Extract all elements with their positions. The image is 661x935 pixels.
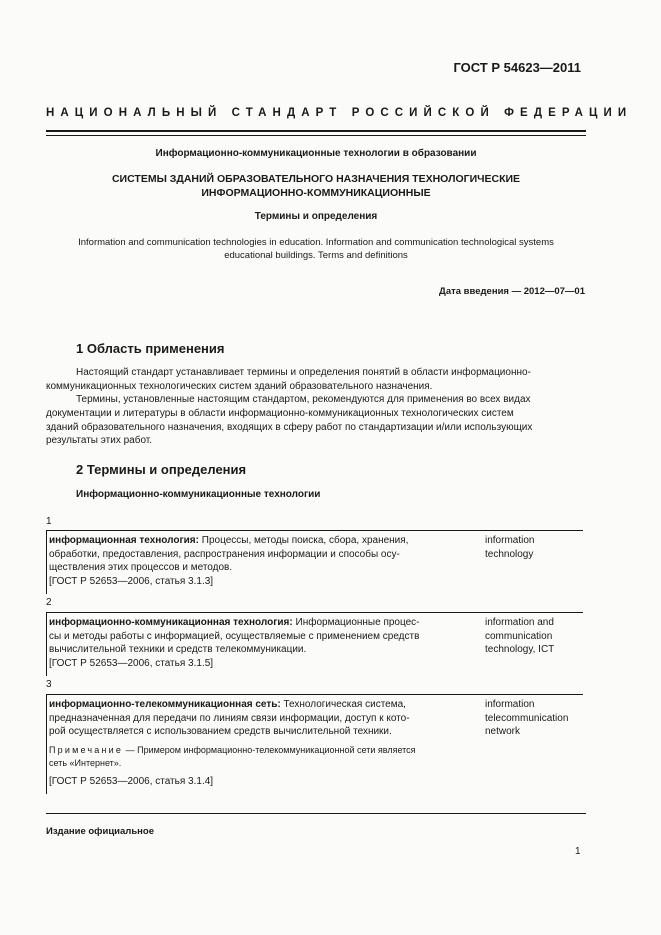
text-line: обработки, предоставления, распространения информации и способы осу- — [49, 548, 400, 560]
text-line: ществления этих процессов и методов. — [49, 562, 233, 573]
term-english — [485, 698, 585, 739]
term-number: 3 — [46, 679, 52, 690]
official-edition-label: Издание официальное — [46, 826, 154, 837]
term-number: 2 — [46, 597, 52, 608]
term-definition — [49, 698, 461, 788]
english-line: communication — [485, 630, 553, 642]
english-line: information — [485, 535, 535, 546]
main-title-line-1: СИСТЕМЫ ЗДАНИЙ ОБРАЗОВАТЕЛЬНОГО НАЗНАЧЕНИЯ ТЕХНОЛОГИЧЕСКИЕ — [111, 173, 521, 185]
term-name: информационная технология: — [49, 535, 199, 546]
text-line: Термины, установленные настоящим стандартом, рекомендуются для применения во всех видах — [76, 394, 531, 405]
english-line: technology, ICT — [485, 644, 555, 655]
english-title — [46, 236, 586, 262]
term-entry-2 — [46, 612, 583, 676]
text-line — [49, 616, 461, 630]
page-number: 1 — [575, 846, 581, 857]
text-line: рой осуществляется с использованием средств вычислительной техники. — [49, 726, 392, 737]
text-line: документации и литературы в области информационно-коммуникационных технологических систем — [46, 407, 514, 419]
term-reference: [ГОСТ Р 52653—2006, статья 3.1.5] — [49, 657, 214, 669]
text-line: зданий образовательного назначения, входящих в сферу работ по стандартизации и/или использующих — [46, 421, 533, 433]
term-english — [485, 534, 585, 561]
definition-text: Технологическая система, — [280, 699, 406, 710]
section-1-paragraph-1 — [46, 366, 583, 394]
section-2-heading: 2 Термины и определения — [76, 462, 247, 477]
header-rule-thin — [46, 135, 586, 136]
english-line: information — [485, 699, 535, 710]
note-text: — Примером информационно-телекоммуникационной сети является — [123, 744, 416, 755]
english-line: information and — [485, 617, 554, 628]
english-title-line-2: educational buildings. Terms and definitions — [224, 250, 408, 261]
english-line: network — [485, 726, 521, 737]
english-line: technology — [485, 548, 534, 560]
term-name: информационно-телекоммуникационная сеть: — [49, 699, 281, 710]
terms-title: Термины и определения — [254, 211, 378, 222]
header-rule-thick — [46, 130, 586, 132]
text-line: результаты этих работ. — [46, 435, 153, 447]
english-title-line-1: Information and communication technologies in education. Information and communication technological systems — [78, 237, 554, 248]
section-2-subheading: Информационно-коммуникационные технологии — [76, 489, 321, 500]
text-line: коммуникационных технологических систем зданий образовательного назначения. — [46, 380, 433, 392]
term-number: 1 — [46, 516, 52, 527]
english-line: telecommunication — [485, 712, 569, 724]
text-line — [49, 698, 461, 712]
standard-code: ГОСТ Р 54623—2011 — [453, 60, 581, 75]
term-note-line-2: сеть «Интернет». — [49, 757, 122, 768]
text-line: сы и методы работы с информацией, осуществляемые с применением средств — [49, 630, 420, 642]
text-line: предназначенная для передачи по линиям связи информации, доступ к кото- — [49, 712, 410, 724]
term-english — [485, 616, 585, 657]
term-entry-3 — [46, 694, 583, 794]
document-main-title — [46, 172, 586, 200]
footer-rule — [46, 813, 586, 814]
main-title-line-2: ИНФОРМАЦИОННО-КОММУНИКАЦИОННЫЕ — [201, 187, 431, 199]
term-definition — [49, 616, 461, 670]
section-1-heading: 1 Область применения — [76, 341, 225, 356]
text-line — [49, 534, 461, 548]
definition-text: Процессы, методы поиска, сбора, хранения, — [198, 535, 409, 546]
term-name: информационно-коммуникационная технология: — [49, 617, 293, 628]
document-subtitle: Информационно-коммуникационные технологии в образовании — [155, 148, 477, 159]
definition-text: Информационные процес- — [292, 617, 420, 628]
term-definition — [49, 534, 461, 588]
term-reference: [ГОСТ Р 52653—2006, статья 3.1.4] — [49, 775, 214, 787]
note-label: Примечание — [49, 744, 124, 755]
section-1-paragraph-2 — [46, 393, 583, 448]
term-reference: [ГОСТ Р 52653—2006, статья 3.1.3] — [49, 575, 214, 587]
national-standard-label: НАЦИОНАЛЬНЫЙ СТАНДАРТ РОССИЙСКОЙ ФЕДЕРАЦИИ — [46, 107, 633, 119]
term-note — [49, 744, 461, 757]
text-line: вычислительной техники и средств телекоммуникации. — [49, 644, 307, 655]
effective-date: Дата введения — 2012—07—01 — [439, 286, 585, 297]
text-line: Настоящий стандарт устанавливает термины и определения понятий в области информационно- — [76, 367, 531, 378]
term-entry-1 — [46, 530, 583, 594]
